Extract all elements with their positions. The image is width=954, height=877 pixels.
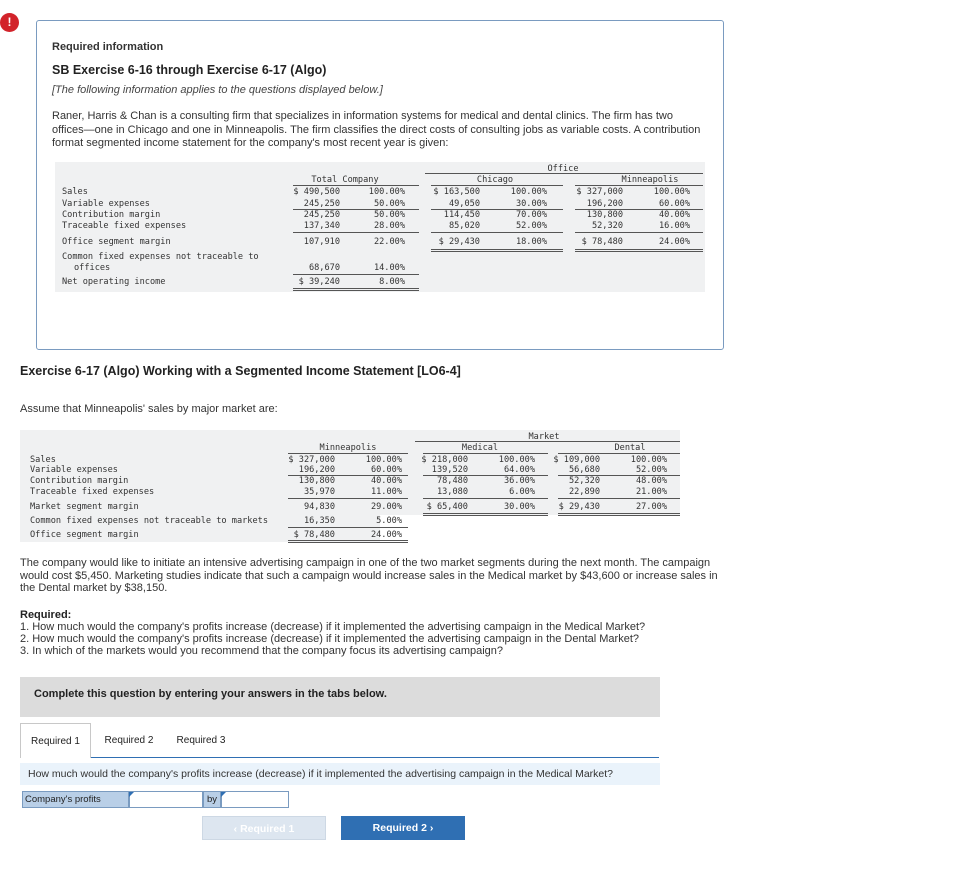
cell: 49,050 — [448, 199, 480, 209]
row-label: Traceable fixed expenses — [30, 487, 155, 497]
assume-text: Assume that Minneapolis' sales by major market are: — [20, 403, 278, 415]
cell: 196,200 — [298, 465, 335, 475]
cell: 27.00% — [635, 502, 667, 512]
cell: 50.00% — [373, 210, 405, 220]
row-label: Office segment margin — [30, 530, 139, 540]
cell: 107,910 — [303, 237, 340, 247]
cell: $ 39,240 — [298, 277, 340, 287]
row-label: Market segment margin — [30, 502, 139, 512]
cell: 52,320 — [591, 221, 623, 231]
cell: 29.00% — [370, 502, 402, 512]
row-label: offices — [74, 263, 111, 273]
cell: 85,020 — [448, 221, 480, 231]
cell: 139,520 — [431, 465, 468, 475]
total-rule — [558, 513, 680, 516]
row-label: Net operating income — [62, 277, 166, 287]
by-label: by — [203, 791, 221, 808]
market-income-statement-table — [20, 430, 680, 542]
cell: 100.00% — [510, 187, 547, 197]
cell: $ 490,500 — [293, 187, 340, 197]
market-group-header: Market — [528, 432, 560, 442]
cell: 70.00% — [515, 210, 547, 220]
cell: 40.00% — [370, 476, 402, 486]
info-note: [The following information applies to the questions displayed below.] — [52, 84, 383, 96]
sum-rule — [288, 527, 408, 528]
sum-rule — [431, 232, 563, 233]
cell: 14.00% — [373, 263, 405, 273]
instructions-banner — [20, 677, 660, 717]
total-rule — [575, 249, 703, 252]
cell: 130,800 — [586, 210, 623, 220]
cell: 24.00% — [658, 237, 690, 247]
cell: 28.00% — [373, 221, 405, 231]
cell: $ 218,000 — [421, 455, 468, 465]
header-rule — [423, 453, 548, 454]
cell: $ 78,480 — [581, 237, 623, 247]
office-income-statement-table — [55, 162, 705, 292]
cell: 18.00% — [515, 237, 547, 247]
cell: 13,080 — [436, 487, 468, 497]
cell: 16.00% — [658, 221, 690, 231]
cell: 196,200 — [586, 199, 623, 209]
required-item: 2. How much would the company's profits increase (decrease) if it implemented the advertising campaign in the Dental Market? — [20, 632, 640, 645]
col-header-chicago: Chicago — [476, 175, 514, 185]
profits-direction-dropdown[interactable] — [129, 791, 203, 808]
cell: 30.00% — [503, 502, 535, 512]
required-heading: Required: — [20, 609, 72, 621]
header-rule — [575, 185, 703, 186]
cell: 52.00% — [635, 465, 667, 475]
required-item: 1. How much would the company's profits increase (decrease) if it implemented the advertising campaign in the Medical Market? — [20, 621, 646, 633]
sum-rule — [288, 498, 408, 499]
cell: 21.00% — [635, 487, 667, 497]
campaign-paragraph: The company would like to initiate an intensive advertising campaign in one of the two market segments during the next month. The campaign would cost $5,450. Marketing studies indicate that such a campaign would increase sales in the Medical market by $43,600 or increase sales in the Dental market by $38,150. — [20, 557, 718, 594]
cell: $ 163,500 — [433, 187, 480, 197]
sum-rule — [293, 232, 419, 233]
cell: 64.00% — [503, 465, 535, 475]
header-rule — [415, 441, 680, 442]
cell: $ 65,400 — [426, 502, 468, 512]
cell: 24.00% — [370, 530, 402, 540]
cell: $ 109,000 — [553, 455, 600, 465]
cell: 56,680 — [568, 465, 600, 475]
tab-required-1[interactable]: Required 1 — [20, 723, 91, 758]
total-rule — [423, 513, 548, 516]
row-label: Sales — [62, 187, 88, 197]
total-rule — [431, 249, 563, 252]
cell: 22.00% — [373, 237, 405, 247]
header-rule — [431, 185, 563, 186]
cell: 52,320 — [568, 476, 600, 486]
cell: 100.00% — [498, 455, 535, 465]
row-label: Office segment margin — [62, 237, 171, 247]
cell: 60.00% — [658, 199, 690, 209]
row-label: Common fixed expenses not traceable to — [62, 252, 259, 262]
cell: 52.00% — [515, 221, 547, 231]
cell: 78,480 — [436, 476, 468, 486]
cell: 6.00% — [509, 487, 535, 497]
cell: 94,830 — [303, 502, 335, 512]
section-title: Exercise 6-17 (Algo) Working with a Segmented Income Statement [LO6-4] — [20, 364, 461, 378]
dropdown-indicator-icon — [129, 792, 134, 797]
cell: 130,800 — [298, 476, 335, 486]
cell: 100.00% — [630, 455, 667, 465]
sum-rule — [575, 232, 703, 233]
cell: 11.00% — [370, 487, 402, 497]
tab-required-3[interactable]: Required 3 — [176, 735, 226, 746]
cell: 5.00% — [376, 516, 402, 526]
col-header-dental: Dental — [614, 443, 646, 453]
col-header-medical: Medical — [461, 443, 499, 453]
row-label: Traceable fixed expenses — [62, 221, 187, 231]
row-label: Common fixed expenses not traceable to markets — [30, 516, 268, 526]
cell: 40.00% — [658, 210, 690, 220]
cell: 100.00% — [653, 187, 690, 197]
alert-icon: ! — [0, 13, 19, 32]
cell: 245,250 — [303, 210, 340, 220]
prev-button[interactable] — [202, 816, 326, 840]
required-information-box — [36, 20, 724, 350]
cell: 48.00% — [635, 476, 667, 486]
header-rule — [293, 185, 419, 186]
cell: 245,250 — [303, 199, 340, 209]
cell: $ 78,480 — [293, 530, 335, 540]
cell: 50.00% — [373, 199, 405, 209]
row-label: Sales — [30, 455, 56, 465]
header-rule — [558, 453, 680, 454]
profits-amount-input[interactable] — [221, 791, 289, 808]
cell: 36.00% — [503, 476, 535, 486]
question-text: How much would the company's profits increase (decrease) if it implemented the advertising campaign in the Medical Market? — [20, 763, 660, 785]
cell: $ 327,000 — [288, 455, 335, 465]
cell: 30.00% — [515, 199, 547, 209]
cell: 8.00% — [379, 277, 405, 287]
cell: $ 327,000 — [576, 187, 623, 197]
col-header-minneapolis: Minneapolis — [319, 443, 377, 453]
cell: 100.00% — [365, 455, 402, 465]
chevron-right-icon: › — [429, 822, 434, 834]
cell: 22,890 — [568, 487, 600, 497]
office-group-header: Office — [547, 164, 579, 174]
chevron-left-icon: ‹ — [233, 823, 238, 835]
sum-rule — [423, 498, 548, 499]
total-rule — [293, 288, 419, 291]
row-label: Contribution margin — [30, 476, 129, 486]
tab-required-2[interactable]: Required 2 — [104, 735, 154, 746]
next-button-label: Required 2 — [372, 822, 427, 834]
prev-button-label: Required 1 — [240, 823, 295, 835]
cell: $ 29,430 — [438, 237, 480, 247]
info-paragraph: Raner, Harris & Chan is a consulting firm that specializes in information systems for medical and dental clinics. The firm has two offices—one in Chicago and one in Minneapolis. The firm classifies the direct costs of consulting jobs as variable costs. A contribution format segmented income statement for the company's most recent year is given: — [52, 110, 701, 149]
header-rule — [425, 173, 703, 174]
input-indicator-icon — [221, 792, 226, 797]
cell: 16,350 — [303, 516, 335, 526]
cell: 100.00% — [368, 187, 405, 197]
sum-rule — [293, 274, 419, 275]
total-rule — [288, 540, 408, 543]
required-list — [20, 622, 645, 657]
cell: 137,340 — [303, 221, 340, 231]
next-button[interactable] — [341, 816, 465, 840]
answer-label: Company's profits — [22, 791, 129, 808]
info-title: Required information — [52, 41, 164, 53]
instructions-text: Complete this question by entering your answers in the tabs below. — [34, 688, 387, 700]
col-header-minneapolis: Minneapolis — [621, 175, 679, 185]
required-item: 3. In which of the markets would you recommend that the company focus its advertising campaign? — [20, 644, 504, 657]
col-header-total: Total Company — [311, 175, 379, 185]
header-rule — [288, 453, 408, 454]
row-label: Contribution margin — [62, 210, 161, 220]
cell: 35,970 — [303, 487, 335, 497]
sum-rule — [558, 498, 680, 499]
cell: 114,450 — [443, 210, 480, 220]
row-label: Variable expenses — [30, 465, 118, 475]
info-subtitle: SB Exercise 6-16 through Exercise 6-17 (Algo) — [52, 63, 327, 77]
cell: $ 29,430 — [558, 502, 600, 512]
cell: 68,670 — [308, 263, 340, 273]
cell: 60.00% — [370, 465, 402, 475]
tab-divider — [91, 757, 659, 758]
row-label: Variable expenses — [62, 199, 150, 209]
